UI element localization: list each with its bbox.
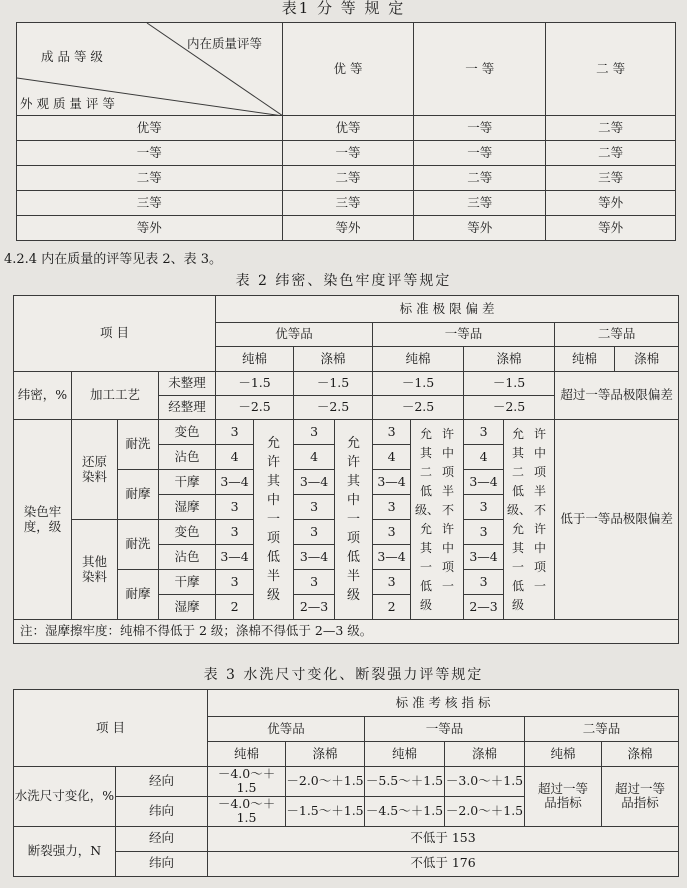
t3-poly: 涤棉 <box>286 742 365 767</box>
t2-dye-label: 染色牢 度，级 <box>14 420 72 620</box>
t2-poly: 涤棉 <box>464 347 555 372</box>
table-row <box>17 141 676 166</box>
t2-rub: 耐摩 <box>118 470 159 520</box>
t2-val: 3 <box>294 520 335 545</box>
t2-cotton: 纯棉 <box>216 347 294 372</box>
t2-dry: 干摩 <box>159 470 216 495</box>
t2-finished: 经整理 <box>159 396 216 420</box>
t2-val: 3—4 <box>216 545 254 570</box>
t2-reduce-label: 还原 染料 <box>72 420 118 520</box>
t3-warp: 经向 <box>116 826 208 851</box>
t3-grade1: 优等品 <box>208 717 365 742</box>
t2-g2-note <box>504 420 555 620</box>
t2-g2-note <box>411 420 464 620</box>
t3-grade2: 一等品 <box>365 717 525 742</box>
t1-col-header: 二 等 <box>546 23 676 116</box>
t2-val: 3 <box>294 420 335 445</box>
t3-warp: 经向 <box>116 767 208 797</box>
t2-val: 3—4 <box>373 470 411 495</box>
t1-cell: 二等 <box>546 116 676 141</box>
t1-cell: 优等 <box>282 116 414 141</box>
section-paragraph: 4.2.4 内在质量的评等见表 2、表 3。 <box>4 252 223 267</box>
t2-exceed: 超过一等品极限偏差 <box>555 372 679 420</box>
t2-item-header: 项 目 <box>14 296 216 372</box>
t3-strength-label: 断裂强力，N <box>14 826 116 876</box>
t2-rub: 耐摩 <box>118 570 159 620</box>
t2-fade: 变色 <box>159 420 216 445</box>
t2-val: －2.5 <box>216 396 294 420</box>
t2-g2-note-a: 允 其 二 低 级、 允 其 一 低 级 <box>415 426 440 612</box>
t2-val: 2—3 <box>294 595 335 620</box>
t2-g2-note-a: 允 其 二 低 级、 允 其 一 低 级 <box>507 426 532 612</box>
t1-cell: 一等 <box>282 141 414 166</box>
table1 <box>16 22 676 241</box>
table-row <box>14 372 679 396</box>
table-row <box>17 166 676 191</box>
t3-grade3: 二等品 <box>525 717 679 742</box>
t2-fade: 变色 <box>159 520 216 545</box>
table3-title: 表 3 水洗尺寸变化、断裂强力评等规定 <box>203 667 484 683</box>
t3-val: －4.0～＋1.5 <box>208 767 286 797</box>
t2-val: 3 <box>464 520 504 545</box>
t2-val: 3—4 <box>373 545 411 570</box>
t2-val: －2.5 <box>464 396 555 420</box>
t3-exceed: 超过一等 品指标 <box>525 767 602 827</box>
t2-process-label: 加工工艺 <box>72 372 159 420</box>
t1-cell: 三等 <box>414 191 546 216</box>
table-row <box>17 116 676 141</box>
t2-val: 4 <box>294 445 335 470</box>
corner-product-grade: 成 品 等 级 <box>41 49 103 64</box>
t2-val: 3 <box>216 570 254 595</box>
t2-val: －1.5 <box>216 372 294 396</box>
t3-val: －4.0～＋1.5 <box>208 796 286 826</box>
table2-title: 表 2 纬密、染色牢度评等规定 <box>235 273 452 289</box>
t1-cell: 等外 <box>546 191 676 216</box>
t2-wet: 湿摩 <box>159 595 216 620</box>
t3-cotton: 纯棉 <box>525 742 602 767</box>
t2-val: 3 <box>216 420 254 445</box>
t2-weft-label: 纬密，% <box>14 372 72 420</box>
table1-title: 表1 分 等 规 定 <box>281 0 406 17</box>
t2-std-header: 标 准 极 限 偏 差 <box>216 296 679 323</box>
t2-wash: 耐洗 <box>118 420 159 470</box>
t1-cell: 等外 <box>414 216 546 241</box>
t2-val: 3—4 <box>294 545 335 570</box>
t2-val: 3 <box>373 495 411 520</box>
t2-lower: 低于一等品极限偏差 <box>555 420 679 620</box>
t3-warp-strength: 不低于 153 <box>208 826 679 851</box>
t2-stain: 沾色 <box>159 445 216 470</box>
t1-col-header: 一 等 <box>414 23 546 116</box>
corner-appearance: 外 观 质 量 评 等 <box>20 96 115 111</box>
table-row <box>17 216 676 241</box>
corner-inner-quality: 内在质量评等 <box>187 36 263 51</box>
t1-cell: 二等 <box>17 166 283 191</box>
t2-val: 3 <box>294 570 335 595</box>
t2-g2-note-b: 许 中 项 半 不 许 中 项 一 <box>534 426 547 593</box>
t2-val: 3 <box>373 420 411 445</box>
t2-grade2: 一等品 <box>373 323 555 347</box>
t2-poly: 涤棉 <box>294 347 373 372</box>
t3-item-header: 项 目 <box>14 690 208 767</box>
t1-cell: 一等 <box>17 141 283 166</box>
table-row <box>14 420 679 445</box>
t2-val: 4 <box>464 445 504 470</box>
t3-shrink-label: 水洗尺寸变化，% <box>14 767 116 827</box>
t1-col-header: 优 等 <box>282 23 414 116</box>
t2-cotton: 纯棉 <box>555 347 615 372</box>
t1-cell: 一等 <box>414 116 546 141</box>
t3-exceed: 超过一等 品指标 <box>602 767 679 827</box>
t2-wash: 耐洗 <box>118 520 159 570</box>
t2-val: 3 <box>373 520 411 545</box>
t1-cell: 一等 <box>414 141 546 166</box>
t3-poly: 涤棉 <box>445 742 525 767</box>
t2-val: 3 <box>373 570 411 595</box>
t2-val: 3—4 <box>216 470 254 495</box>
table2 <box>13 295 679 644</box>
t2-val: 4 <box>216 445 254 470</box>
t2-val: 2 <box>216 595 254 620</box>
t2-val: 3 <box>216 520 254 545</box>
t3-val: －2.0～＋1.5 <box>286 767 365 797</box>
t2-val: －2.5 <box>294 396 373 420</box>
t1-cell: 优等 <box>17 116 283 141</box>
t3-cotton: 纯棉 <box>208 742 286 767</box>
t3-poly: 涤棉 <box>602 742 679 767</box>
t3-val: －1.5～＋1.5 <box>286 796 365 826</box>
t2-dry: 干摩 <box>159 570 216 595</box>
t1-cell: 二等 <box>414 166 546 191</box>
t2-val: 3 <box>216 495 254 520</box>
t2-val: －1.5 <box>373 372 464 396</box>
t1-cell: 等外 <box>17 216 283 241</box>
t1-cell: 三等 <box>282 191 414 216</box>
table3 <box>13 689 679 877</box>
table1-corner-cell <box>17 23 283 116</box>
t2-cotton: 纯棉 <box>373 347 464 372</box>
t2-note: 注：湿摩擦牢度：纯棉不得低于 2 级；涤棉不得低于 2—3 级。 <box>14 620 679 644</box>
t3-val: －2.0～＋1.5 <box>445 796 525 826</box>
table-row <box>14 826 679 851</box>
t2-grade3: 二等品 <box>555 323 679 347</box>
t3-std-header: 标 准 考 核 指 标 <box>208 690 679 717</box>
t1-cell: 等外 <box>546 216 676 241</box>
t2-grade1: 优等品 <box>216 323 373 347</box>
t2-val: －2.5 <box>373 396 464 420</box>
t2-stain: 沾色 <box>159 545 216 570</box>
t1-cell: 三等 <box>546 166 676 191</box>
t2-val: 3 <box>464 495 504 520</box>
t1-cell: 二等 <box>546 141 676 166</box>
t2-val: 3 <box>294 495 335 520</box>
t2-other-label: 其他 染料 <box>72 520 118 620</box>
t1-cell: 二等 <box>282 166 414 191</box>
t2-val: 4 <box>373 445 411 470</box>
t2-wet: 湿摩 <box>159 495 216 520</box>
table-row <box>17 191 676 216</box>
t2-unfinished: 未整理 <box>159 372 216 396</box>
t3-cotton: 纯棉 <box>365 742 445 767</box>
t2-val: 3—4 <box>464 470 504 495</box>
t2-g1-note: 允 许 其 中 一 项 低 半 级 <box>254 420 294 620</box>
t2-val: 2—3 <box>464 595 504 620</box>
table-row <box>14 767 679 797</box>
t2-g1-note: 允 许 其 中 一 项 低 半 级 <box>335 420 373 620</box>
t2-val: 2 <box>373 595 411 620</box>
t3-weft-strength: 不低于 176 <box>208 851 679 876</box>
t2-val: 3—4 <box>464 545 504 570</box>
t3-val: －5.5～＋1.5 <box>365 767 445 797</box>
t3-weft: 纬向 <box>116 796 208 826</box>
t2-poly: 涤棉 <box>615 347 679 372</box>
t3-val: －3.0～＋1.5 <box>445 767 525 797</box>
t2-val: 3 <box>464 570 504 595</box>
t1-cell: 三等 <box>17 191 283 216</box>
t2-val: －1.5 <box>464 372 555 396</box>
t2-val: －1.5 <box>294 372 373 396</box>
t3-val: －4.5～＋1.5 <box>365 796 445 826</box>
t3-weft: 纬向 <box>116 851 208 876</box>
t2-val: 3—4 <box>294 470 335 495</box>
t2-g2-note-b: 许 中 项 半 不 许 中 项 一 <box>442 426 455 593</box>
t1-cell: 等外 <box>282 216 414 241</box>
t2-val: 3 <box>464 420 504 445</box>
